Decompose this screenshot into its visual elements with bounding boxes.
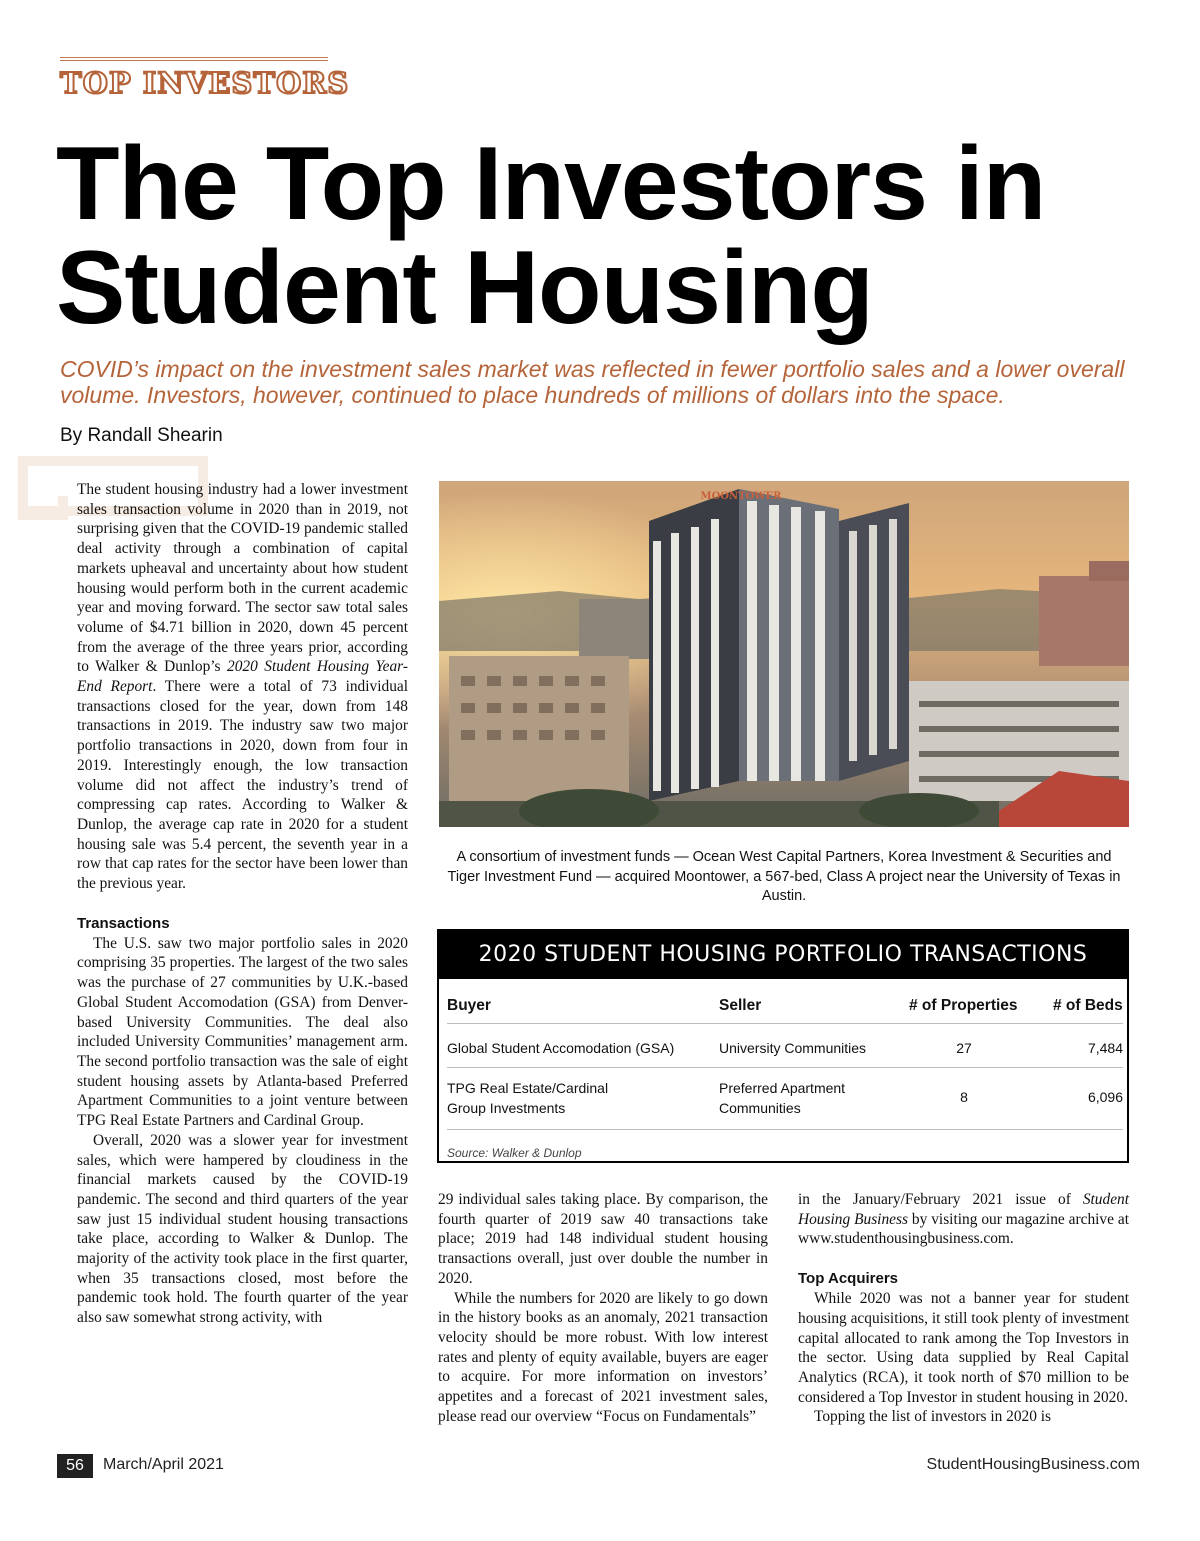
transactions-paragraph: The U.S. saw two major portfolio sales in 2020 comprising 35 properties. The largest of the two sales was the purchase of 27 communities by U.K.-based Global Student Accomodation (GSA) from Denver-based University Communities. The deal also included University Communities’ management arm. The second portfolio transaction was the sale of eight student housing assets by Atlanta-based Preferred Apartment Communities to a joint venture between TPG Real Estate Partners and Cardinal Group. <box>77 934 408 1130</box>
deck: COVID’s impact on the investment sales market was reflected in fewer portfolio sales and a lower overall volume. Investors, however, continued to place hundreds of millions of dollars into the space. <box>60 356 1125 408</box>
col-header-beds: # of Beds <box>1053 997 1123 1014</box>
building-illustration <box>439 481 1129 827</box>
building-sign: MOONTOWER <box>700 491 782 502</box>
row-2-seller: Preferred Apartment Communities <box>719 1080 846 1116</box>
row-2-properties: 8 <box>960 1089 968 1105</box>
table-divider <box>447 1067 1123 1068</box>
page-number: 56 <box>57 1454 93 1478</box>
top-acquirers-paragraph: While 2020 was not a banner year for student housing acquisitions, it still took plenty of investment capital allocated to rank among the Top Investors in the sector. Using data supplied by Real Capital Analytics (RCA), it took north of $70 million to be considered a Top Investor in student housing in 2020. <box>798 1290 1129 1406</box>
table-source: Source: Walker & Dunlop <box>447 1146 582 1160</box>
section-tag-rule <box>60 57 328 61</box>
transactions-heading: Transactions <box>77 914 170 932</box>
table-title: 2020 STUDENT HOUSING PORTFOLIO TRANSACTIONS <box>439 931 1127 979</box>
row-1-properties: 27 <box>956 1040 972 1056</box>
headline: The Top Investors in Student Housing <box>56 126 1046 346</box>
body-column-1 <box>77 480 408 1328</box>
watermark-notch <box>18 496 68 520</box>
table-divider <box>447 1023 1123 1024</box>
column-2-paragraph-1: 29 individual sales taking place. By comparison, the fourth quarter of 2019 saw 40 transactions take place; 2019 had 148 individual student housing transactions overall, just over double the number in 2020. <box>438 1191 768 1287</box>
row-1-buyer: Global Student Accomodation (GSA) <box>447 1040 675 1056</box>
byline: By Randall Shearin <box>60 425 223 446</box>
row-1-beds: 7,484 <box>1087 1040 1123 1056</box>
intro-paragraph: The student housing industry had a lower investment sales transaction volume in 2020 than in 2019, not surprising given that the COVID-19 pandemic stalled deal activity through a combination of capital markets upheaval and uncertainty about how student housing would perform both in the current academic year and moving forward. The sector saw total sales volume of $4.71 billion in 2020, down 45 percent from the average of the three years prior, according to Walker & Dunlop’s 2020 Student Housing Year-End Report. There were a total of 73 individual transactions closed for the year, down from 148 transactions in 2019. The industry saw two major portfolio transactions in 2020, down from four in 2019. Interestingly enough, the low transaction volume did not affect the industry’s trend of compressing cap rates. According to Walker & Dunlop, the average cap rate in 2020 for a student housing sale was 5.4 percent, the seventh year in a row that cap rates for the sector have been lower than the previous year. <box>77 481 408 893</box>
column-2-paragraph-2: While the numbers for 2020 are likely to go down in the history books as an anomaly, 2021 transaction velocity should be more robust. With low interest rates and plenty of equity available, buyers are eager to acquire. For more information on investors’ appetites and a forecast of 2021 investment sales, please read our overview “Focus on Fundamentals” <box>438 1289 768 1425</box>
top-acquirers-heading: Top Acquirers <box>798 1270 899 1288</box>
column-3-paragraph-1: in the January/February 2021 issue of Student Housing Business by visiting our magazine archive at www.studenthousingbusiness.com. <box>798 1191 1129 1248</box>
report-title: 2020 Student Housing Year-End Report <box>77 658 408 696</box>
table-divider <box>447 1129 1123 1130</box>
portfolio-transactions-table <box>437 929 1129 1163</box>
col-header-buyer: Buyer <box>447 997 491 1014</box>
col-header-seller: Seller <box>719 997 762 1014</box>
body-column-2 <box>438 1190 768 1426</box>
overall-paragraph: Overall, 2020 was a slower year for investment sales, which were hampered by cloudiness in the financial markets caused by the COVID-19 pandemic. The second and third quarters of the year saw just 15 individual student housing transactions take place, according to Walker & Dunlop. The majority of the activity took place in the first quarter, when 35 transactions closed, most before the pandemic took hold. The fourth quarter of the year also saw somewhat strong activity, with <box>77 1131 408 1327</box>
row-2-beds: 6,096 <box>1087 1089 1123 1105</box>
moontower-photo <box>439 481 1129 827</box>
magazine-title: Student Housing Business <box>798 1191 1129 1228</box>
topping-paragraph: Topping the list of investors in 2020 is <box>814 1408 1052 1426</box>
col-header-properties: # of Properties <box>909 997 1018 1014</box>
body-column-3 <box>798 1190 1129 1427</box>
site-url: StudentHousingBusiness.com <box>926 1456 1140 1473</box>
row-2-buyer: TPG Real Estate/Cardinal Group Investments <box>447 1080 609 1116</box>
photo-caption: A consortium of investment funds — Ocean West Capital Partners, Korea Investment & Securities and Tiger Investment Fund — acquired Moontower, a 567-bed, Class A project near the University of Texas in Austin. <box>447 849 1121 904</box>
row-1-seller: University Communities <box>719 1040 867 1056</box>
issue-date: March/April 2021 <box>103 1456 224 1473</box>
section-tag: TOP INVESTORS <box>60 66 350 100</box>
